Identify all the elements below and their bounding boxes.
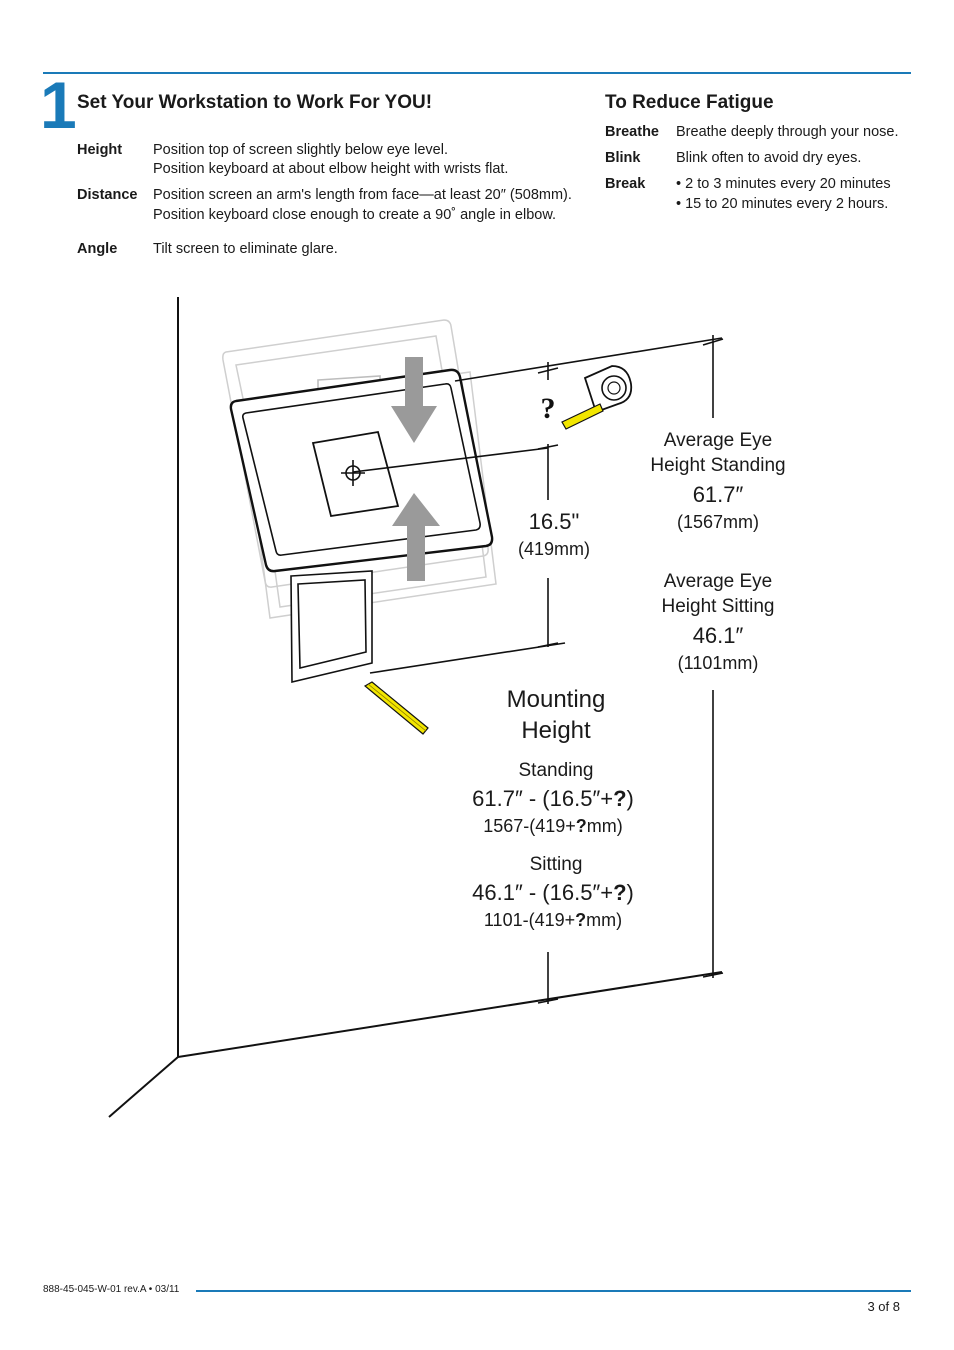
fatigue-title: To Reduce Fatigue: [605, 92, 774, 113]
standing-label: Standing: [518, 760, 594, 781]
offset-metric: (419mm): [517, 539, 591, 559]
blink-text: Blink often to avoid dry eyes.: [676, 150, 862, 166]
angle-label: Angle: [77, 241, 118, 257]
sitting-eye-line-2: Height Sitting: [661, 596, 775, 617]
pencil-icon: [365, 682, 428, 734]
sitting-metric-unit: mm): [586, 910, 623, 930]
standing-metric-unit: mm): [586, 816, 623, 836]
standing-eye-metric: (1567mm): [676, 512, 760, 532]
blink-label: Blink: [605, 150, 641, 166]
standing-metric-text: 1567-(419+: [483, 816, 576, 836]
sitting-label: Sitting: [529, 854, 583, 875]
distance-line-1: Position screen an arm's length from face—at least 20″ (508mm).: [153, 187, 572, 203]
standing-formula: [472, 786, 634, 812]
standing-eye-line-1: Average Eye: [663, 430, 773, 451]
sitting-formula-close: ): [626, 880, 634, 905]
break-line-1: • 2 to 3 minutes every 20 minutes: [676, 176, 891, 192]
height-label: Height: [77, 142, 123, 158]
offset-value: 16.5": [528, 509, 580, 534]
height-line-1: Position top of screen slightly below eye level.: [153, 142, 448, 158]
sitting-formula-unknown: ?: [613, 880, 627, 905]
standing-metric: [483, 816, 623, 838]
standing-formula-text: 61.7″ - (16.5″+: [472, 786, 614, 811]
distance-label: Distance: [77, 187, 138, 203]
standing-formula-unknown: ?: [613, 786, 627, 811]
sitting-formula-text: 46.1″ - (16.5″+: [472, 880, 614, 905]
mounting-title-line-1: Mounting: [506, 686, 606, 713]
bottom-rule: [196, 1290, 911, 1292]
sitting-metric-text: 1101-(419+: [483, 910, 576, 930]
sitting-metric-unknown: ?: [575, 910, 587, 930]
document-code: 888-45-045-W-01 rev.A • 03/11: [43, 1284, 180, 1295]
standing-metric-unknown: ?: [575, 816, 587, 836]
step-number: 1: [40, 68, 75, 142]
angle-line-1: Tilt screen to eliminate glare.: [153, 241, 338, 257]
breathe-text: Breathe deeply through your nose.: [676, 124, 899, 140]
sitting-eye-line-1: Average Eye: [663, 571, 773, 592]
height-line-2: Position keyboard at about elbow height with wrists flat.: [153, 161, 509, 177]
section-title: Set Your Workstation to Work For YOU!: [77, 92, 433, 113]
mounting-title-line-2: Height: [521, 717, 591, 744]
breathe-label: Breathe: [605, 124, 659, 140]
page-number: 3 of 8: [867, 1299, 900, 1314]
measuring-tape-icon: [562, 366, 631, 429]
sitting-eye-metric: (1101mm): [677, 653, 759, 673]
standing-eye-value: 61.7″: [692, 482, 744, 507]
sitting-formula: [472, 880, 634, 906]
standing-formula-close: ): [626, 786, 634, 811]
distance-line-2: Position keyboard close enough to create a 90˚ angle in elbow.: [153, 207, 557, 223]
break-line-2: • 15 to 20 minutes every 2 hours.: [676, 196, 889, 212]
standing-eye-line-2: Height Standing: [650, 455, 786, 476]
sitting-eye-value: 46.1″: [692, 623, 744, 648]
sitting-metric: [484, 910, 622, 932]
question-mark: ?: [540, 392, 556, 425]
break-label: Break: [605, 176, 646, 192]
